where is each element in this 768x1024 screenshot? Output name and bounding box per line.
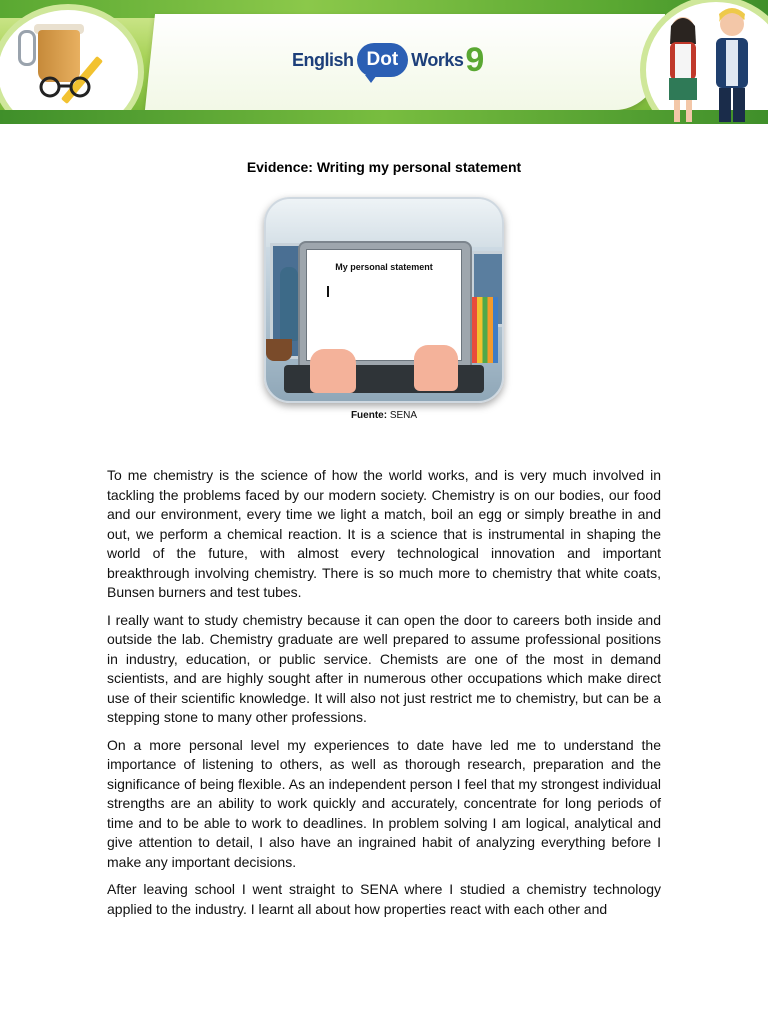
english-dot-works-logo — [292, 38, 484, 82]
paragraph: After leaving school I went straight to SENA where I studied a chemistry technology applied to the industry. I learnt all about how properties react with each other and — [107, 881, 661, 917]
page-title: Evidence: Writing my personal statement — [246, 159, 522, 175]
pencil-cup-icon — [472, 297, 498, 363]
laptop-illustration — [264, 197, 504, 403]
header-banner — [0, 0, 768, 124]
left-hand — [310, 349, 356, 393]
glasses-icon — [36, 76, 98, 98]
student-boy-illustration — [702, 6, 762, 124]
statement-body — [107, 466, 661, 927]
background-person — [280, 267, 298, 341]
office-ceiling — [266, 199, 502, 247]
paragraph: On a more personal level my experiences to date have led me to understand the importance of listening to others, as well as thorough research, preparation and the significance of being flexible. As an independent person I feel that my strongest individual strengths are an ability to work quickly and accurately, concentrate for long periods of time and to be able to work to deadlines. In problem solving I am logical, analytical and give attention to detail, I also have an ingrained habit of analyzing everything before I make any important decisions. — [107, 736, 661, 870]
coffee-mug-icon — [266, 339, 292, 361]
paragraph: I really want to study chemistry because it can open the door to careers both inside and outside the lab. Chemistry graduate are well prepared to assume professional positions in industry, education, or public service. Chemists are one of the most in demand scientists, and are highly sought after in numerous other occupations which make direct use of their scientific knowledge. It will also not just restrict me to chemistry, but can be a stepping stone to many other professions. — [107, 611, 661, 725]
coffee-cup-icon — [38, 30, 80, 82]
text-cursor — [327, 286, 329, 297]
logo-word-english: English — [292, 49, 354, 70]
screen-title: My personal statement — [335, 262, 433, 272]
logo-speech-bubble: Dot — [357, 43, 409, 77]
logo-number: 9 — [465, 41, 485, 79]
caption-source: SENA — [389, 410, 418, 421]
image-caption — [0, 410, 768, 421]
student-girl-illustration — [660, 10, 706, 124]
paragraph: To me chemistry is the science of how the world works, and is very much involved in tackling the problems faced by our modern society. Chemistry is on our bodies, our food and our environment, every time we light a match, boil an egg or simply breathe in and out, we perform a chemical reaction. It is a science that is instrumental in shaping the world of the future, with almost every technological innovation and important breakthrough involving chemistry. There is so much more to chemistry that white coats, Bunsen burners and test tubes. — [107, 467, 661, 600]
right-hand — [414, 345, 458, 391]
banner-bottom-stripe — [0, 110, 768, 124]
logo-word-works: Works — [411, 49, 464, 70]
paperclip-icon — [18, 30, 36, 66]
caption-label: Fuente: — [350, 410, 388, 421]
